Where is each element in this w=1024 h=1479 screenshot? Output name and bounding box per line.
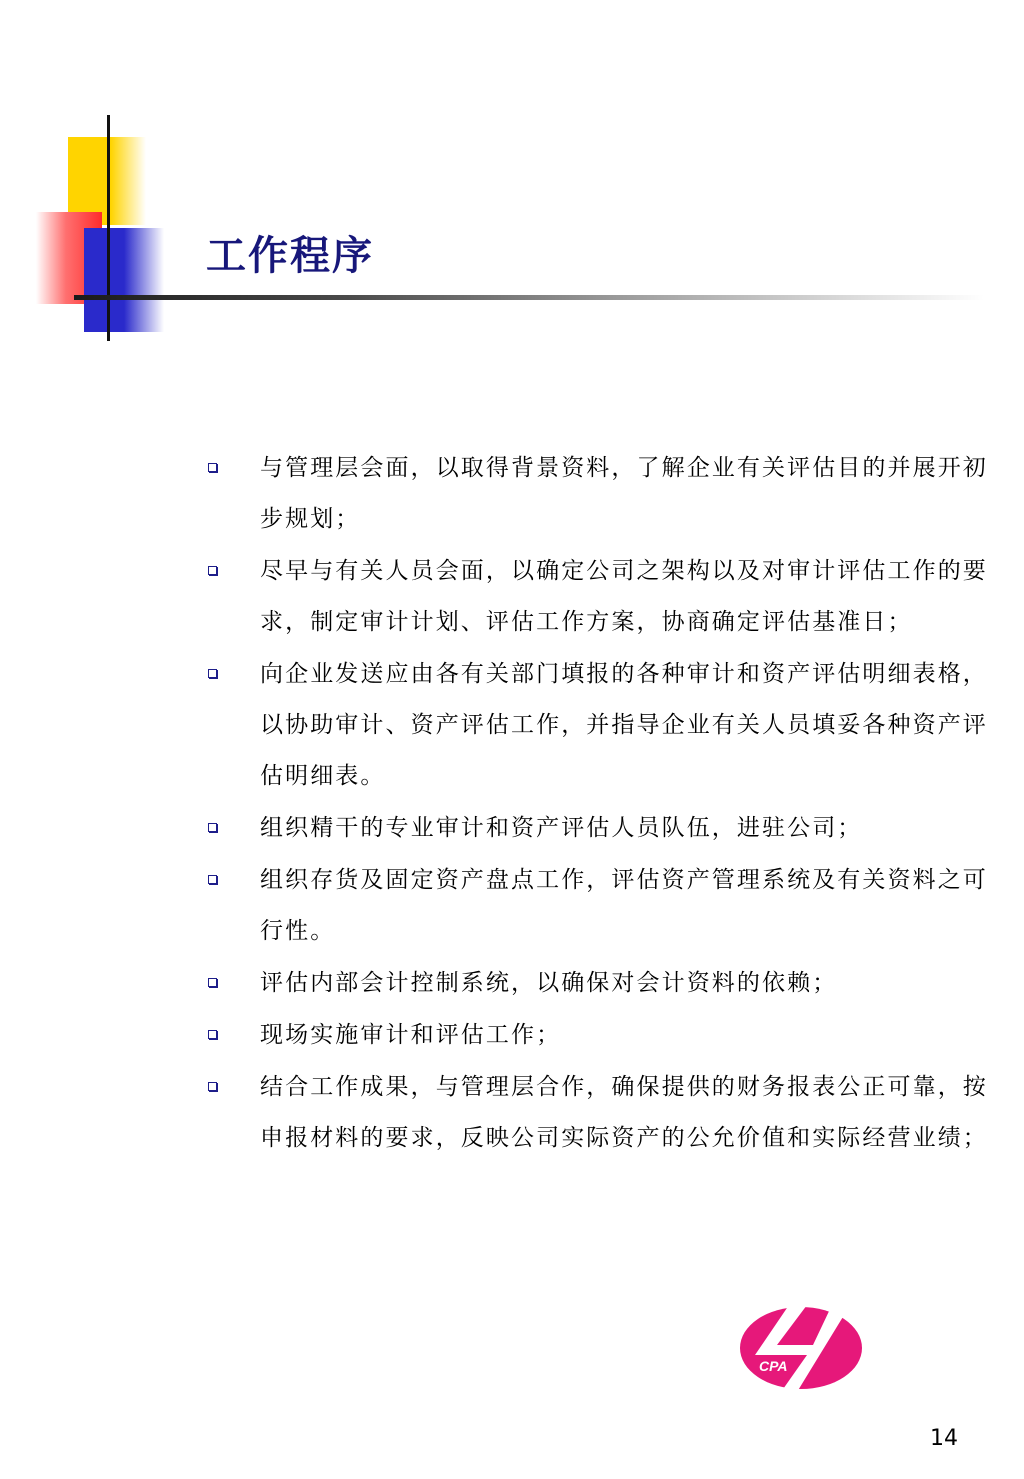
list-item	[204, 855, 994, 957]
logo-text: CPA	[759, 1358, 788, 1374]
decor-vertical-line	[107, 115, 110, 341]
square-bullet-icon	[208, 823, 217, 832]
square-bullet-icon	[208, 978, 217, 987]
square-bullet-icon	[208, 875, 217, 884]
list-item-text: 尽早与有关人员会面，以确定公司之架构以及对审计评估工作的要求，制定审计计划、评估工作方案，协商确定评估基准日；	[260, 558, 988, 635]
square-bullet-icon	[208, 566, 217, 575]
cpa-logo	[737, 1303, 865, 1393]
list-item-text: 评估内部会计控制系统，以确保对会计资料的依赖；	[260, 970, 838, 996]
list-item-text: 与管理层会面，以取得背景资料，了解企业有关评估目的并展开初步规划；	[260, 455, 988, 532]
square-bullet-icon	[208, 463, 217, 472]
list-item-text: 向企业发送应由各有关部门填报的各种审计和资产评估明细表格，以协助审计、资产评估工作，并指导企业有关人员填妥各种资产评估明细表。	[260, 661, 988, 789]
list-item	[204, 649, 994, 802]
page-number: 14	[930, 1426, 958, 1451]
square-bullet-icon	[208, 1082, 217, 1091]
list-item	[204, 546, 994, 648]
list-item	[204, 1062, 994, 1164]
decor-blue-block	[84, 228, 164, 332]
slide-title: 工作程序	[206, 232, 374, 279]
list-item	[204, 443, 994, 545]
list-item-text: 现场实施审计和评估工作；	[260, 1022, 562, 1048]
list-item-text: 组织存货及固定资产盘点工作，评估资产管理系统及有关资料之可行性。	[260, 867, 988, 944]
list-item	[204, 1010, 994, 1061]
decor-horizontal-rule	[74, 295, 984, 300]
list-item	[204, 958, 994, 1009]
bullet-list	[204, 443, 994, 1165]
square-bullet-icon	[208, 1030, 217, 1039]
list-item-text: 组织精干的专业审计和资产评估人员队伍，进驻公司；	[260, 815, 863, 841]
square-bullet-icon	[208, 669, 217, 678]
list-item	[204, 803, 994, 854]
list-item-text: 结合工作成果，与管理层合作，确保提供的财务报表公正可靠，按申报材料的要求，反映公司实际资产的公允价值和实际经营业绩；	[260, 1074, 988, 1151]
